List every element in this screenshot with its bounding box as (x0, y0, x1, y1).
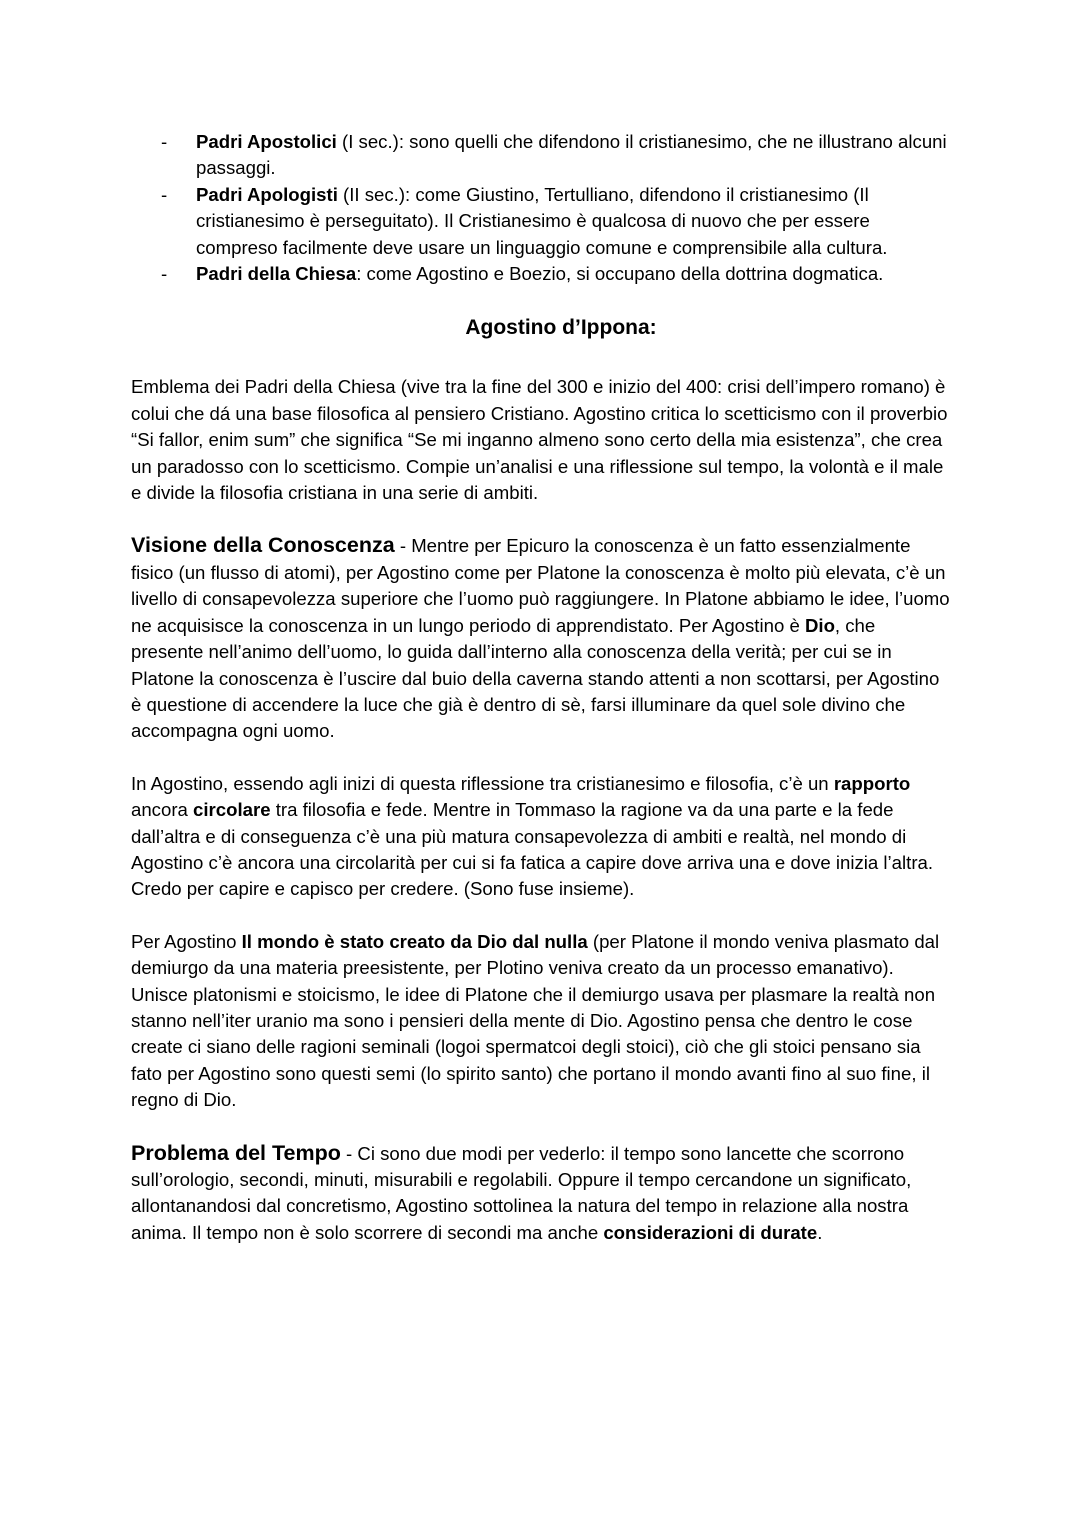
bold-term: Il mondo è stato creato da Dio dal nulla (241, 930, 588, 952)
tempo-paragraph (131, 1140, 951, 1247)
paragraph-text: In Agostino, essendo agli inizi di questa riflessione tra cristianesimo e filosofia, c’è un (131, 772, 834, 794)
list-item (131, 261, 951, 287)
paragraph-text: Per Agostino (131, 930, 242, 952)
list-bullet: - (161, 183, 168, 205)
bold-term: rapporto (833, 772, 911, 794)
bold-term: considerazioni di durate (603, 1221, 818, 1243)
paragraph-text: , che presente nell’animo dell’uomo, lo guida dall’interno alla conoscenza della verità; per cui se in Platone la conoscenza è l’uscire dal buio della caverna stando attenti a non scottarsi, per Agostino è questione di accendere la luce che già è dentro di sè, farsi illuminare da quel sole divino che accompagna ogni uomo. (131, 614, 940, 742)
intro-paragraph: Emblema dei Padri della Chiesa (vive tra la fine del 300 e inizio del 400: crisi dell’impero romano) è colui che dá una base filosofica al pensiero Cristiano. Agostino critica lo scetticismo con il proverbio “Si fallor, enim sum” che significa “Se mi inganno almeno sono certo della mia esistenza”, che crea un paradosso con lo scetticismo. Compie un’analisi e una riflessione sul tempo, la volontà e il male e divide la filosofia cristiana in una serie di ambiti. (131, 376, 948, 504)
paragraph-text: tra filosofia e fede. Mentre in Tommaso la ragione va da una parte e la fede dall’altra e di conseguenza c’è una più matura consapevolezza di ambiti e realtà, nel mondo di Agostino c’è ancora una circolarità per cui si fa fatica a capire dove arriva una e dove inizia l’altra. Credo per capire e capisco per credere. (Sono fuse insieme). (131, 799, 934, 900)
bold-term: Dio (804, 614, 835, 636)
list-item (131, 129, 951, 182)
term-padri-della-chiesa: Padri della Chiesa (196, 263, 357, 285)
list-item (131, 182, 951, 261)
paragraph-text: (per Platone il mondo veniva plasmato dal demiurgo da una materia preesistente, per Plotino veniva creato da un processo emanativo). Unisce platonismi e stoicismo, le idee di Platone che il demiurgo usava per plasmare la realtà non stanno nell’iter uranio ma sono i pensieri della mente di Dio. Agostino pensa che dentro le cose create ci siano delle ragioni seminali (logoi spermatcoi degli stoici), ciò che gli stoici pensano sia fato per Agostino sono questi semi (lo spirito santo) che portano il mondo avanti fino al suo fine, il regno di Dio. (131, 930, 940, 1111)
section-title: Agostino d’Ippona: (465, 316, 657, 340)
mondo-paragraph (131, 929, 951, 1114)
list-item-text: (I sec.): sono quelli che difendono il cristianesimo, che ne illustrano alcuni passaggi. (196, 131, 947, 179)
paragraph-text: ancora (131, 799, 194, 821)
paragraph-text: - Ci sono due modi per vederlo: il tempo sono lancette che scorrono sull’orologio, secondi, minuti, misurabili e regolabili. Oppure il tempo cercandone un significato, allontanandosi dal concretismo, Agostino sottolinea la natura del tempo in relazione alla nostra anima. Il tempo non è solo scorrere di secondi ma anche (131, 1142, 912, 1243)
conoscenza-heading: Visione della Conoscenza (131, 533, 395, 558)
list-item-text: (II sec.): come Giustino, Tertulliano, difendono il cristianesimo (Il cristianesimo è perseguitato). Il Cristianesimo è qualcosa di nuovo che per essere compreso facilmente deve usare un linguaggio comune e comprensibile alla cultura. (196, 183, 888, 258)
conoscenza-paragraph (131, 532, 951, 744)
list-item-text: : come Agostino e Boezio, si occupano della dottrina dogmatica. (356, 263, 884, 285)
list-bullet: - (161, 131, 168, 152)
term-padri-apologisti: Padri Apologisti (196, 183, 338, 205)
document-content (131, 129, 951, 1246)
bold-term: circolare (193, 799, 271, 821)
rapporto-paragraph (131, 771, 951, 903)
paragraph-text: - Mentre per Epicuro la conoscenza è un fatto essenzialmente fisico (un flusso di atomi), per Agostino come per Platone la conoscenza è molto più elevata, c’è un livello di consapevolezza superiore che l’uomo può raggiungere. In Platone abbiamo le idee, l’uomo ne acquisisce la conoscenza in un lungo periodo di apprendistato. Per Agostino è (131, 535, 950, 636)
fathers-list (131, 129, 951, 287)
term-padri-apostolici: Padri Apostolici (196, 131, 337, 152)
list-bullet: - (161, 263, 168, 285)
tempo-heading: Problema del Tempo (131, 1140, 341, 1165)
paragraph-text: . (817, 1221, 823, 1243)
